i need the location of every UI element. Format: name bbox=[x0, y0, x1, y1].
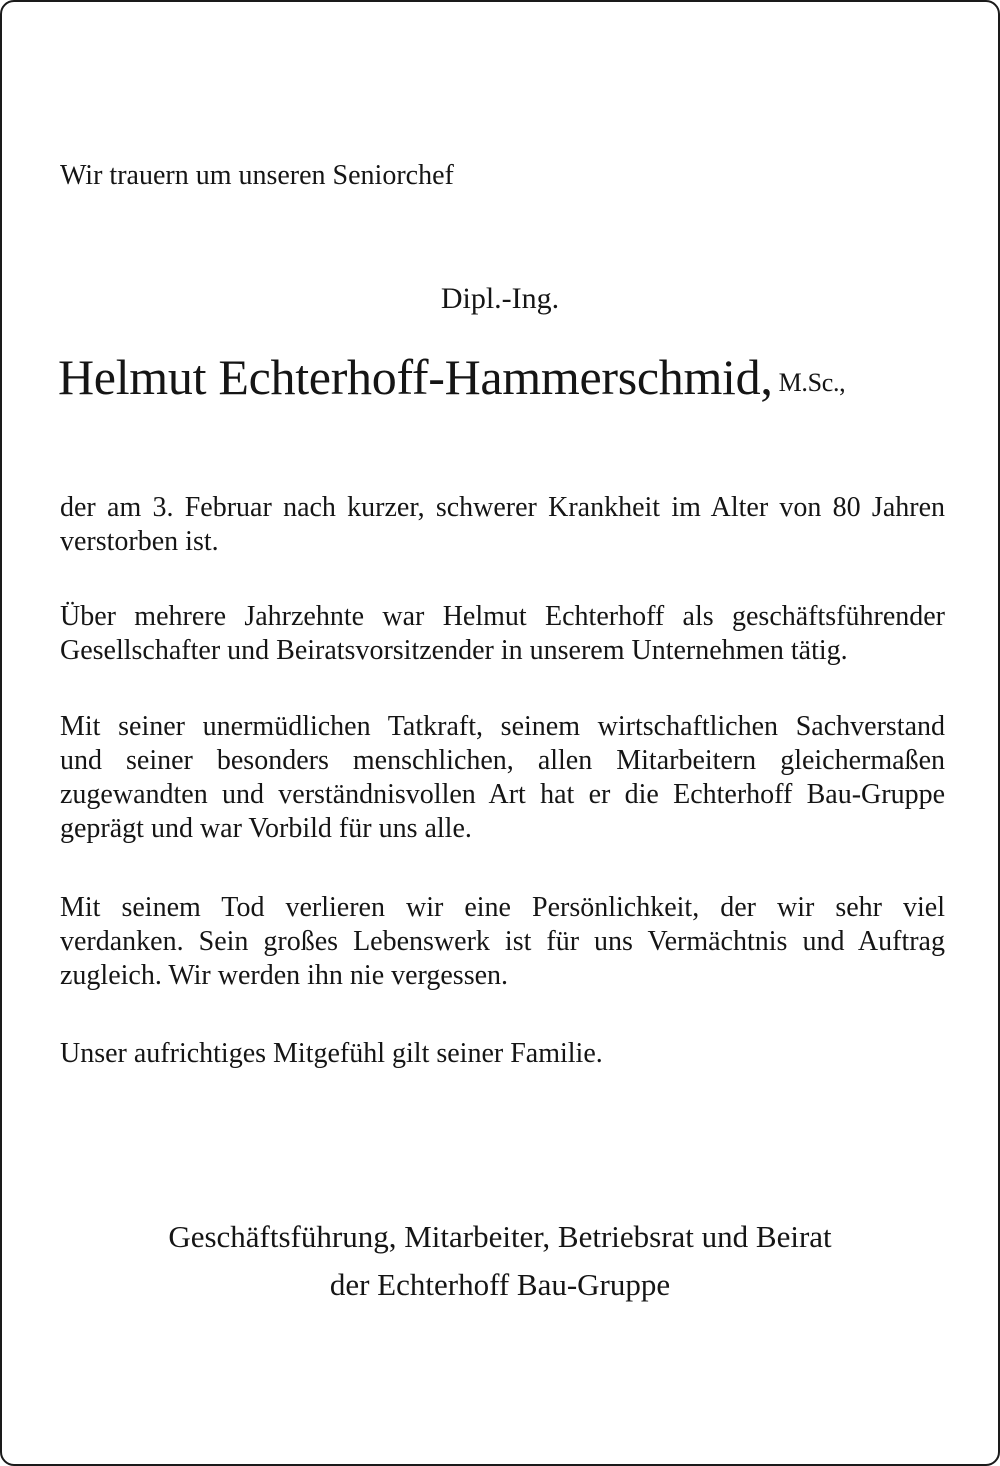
signature-line-1: Geschäftsführung, Mitarbeiter, Betriebsrat und Beirat bbox=[168, 1219, 832, 1254]
deceased-name: Helmut Echterhoff-Hammerschmid, bbox=[58, 349, 773, 405]
paragraph-condolence bbox=[60, 1037, 945, 1071]
paragraph-career bbox=[60, 600, 945, 668]
text-line: Gesellschafter und Beiratsvorsitzender in unserem Unternehmen tätig. bbox=[60, 635, 848, 666]
paragraph-tribute bbox=[60, 710, 945, 846]
text-line: der am 3. Februar nach kurzer, schwerer Krankheit im Alter von 80 Jahren bbox=[60, 492, 945, 523]
text-line: verstorben ist. bbox=[60, 526, 219, 557]
text-line: Über mehrere Jahrzehnte war Helmut Echterhoff als geschäftsführender bbox=[60, 601, 945, 632]
text-line: und seiner besonders menschlichen, allen Mitarbeitern gleichermaßen bbox=[60, 745, 945, 776]
degree-suffix: M.Sc., bbox=[778, 368, 846, 397]
text-line: zugewandten und verständnisvollen Art hat er die Echterhoff Bau-Gruppe bbox=[60, 779, 945, 810]
academic-title: Dipl.-Ing. bbox=[440, 282, 560, 315]
text-line: geprägt und war Vorbild für uns alle. bbox=[60, 813, 472, 844]
paragraph-death-notice bbox=[60, 491, 945, 559]
paragraph-legacy bbox=[60, 891, 945, 993]
deceased-name-line bbox=[58, 348, 845, 406]
text-line: Mit seinem Tod verlieren wir eine Persönlichkeit, der wir sehr viel bbox=[60, 892, 945, 923]
text-line: Mit seiner unermüdlichen Tatkraft, seinem wirtschaftlichen Sachverstand bbox=[60, 711, 945, 742]
intro-line: Wir trauern um unseren Seniorchef bbox=[60, 160, 454, 191]
text-line: zugleich. Wir werden ihn nie vergessen. bbox=[60, 960, 509, 991]
signature-line-2: der Echterhoff Bau-Gruppe bbox=[329, 1267, 671, 1302]
text-line: verdanken. Sein großes Lebenswerk ist für uns Vermächtnis und Auftrag bbox=[60, 926, 945, 957]
text-line: Unser aufrichtiges Mitgefühl gilt seiner Familie. bbox=[60, 1038, 603, 1069]
